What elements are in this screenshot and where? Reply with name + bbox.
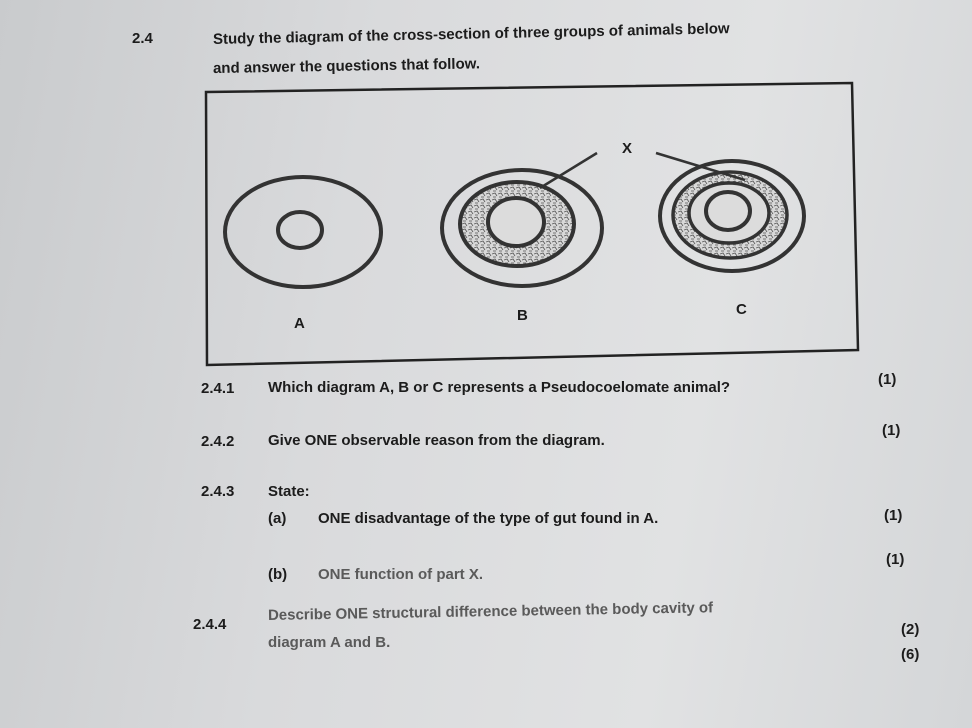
total-marks: (6) [901,646,920,663]
q243a-letter: (a) [268,510,287,527]
q243-number: 2.4.3 [201,483,235,500]
q241-text: Which diagram A, B or C represents a Pseudocoelomate animal? [268,379,731,396]
q241-number: 2.4.1 [201,380,235,397]
q244-text-line2: diagram A and B. [268,634,391,651]
diagram-b [442,170,602,286]
q242-number: 2.4.2 [201,433,235,450]
q242-marks: (1) [882,422,901,439]
q244-number: 2.4.4 [193,616,227,633]
q243b-marks: (1) [886,551,905,568]
q243a-text: ONE disadvantage of the type of gut found in A. [318,510,659,527]
diagram-a [225,177,381,287]
label-a: A [294,315,305,332]
q241-marks: (1) [878,371,897,388]
q243b-text: ONE function of part X. [318,566,483,583]
diagram-c [660,161,804,271]
label-c: C [736,301,747,318]
q243a-marks: (1) [884,507,903,524]
question-intro-line2: and answer the questions that follow. [212,55,481,77]
q244-text-line1: Describe ONE structural difference between the body cavity of [267,599,714,624]
q242-text: Give ONE observable reason from the diagram. [268,432,605,449]
q243-text: State: [268,483,310,500]
pointer-line-x-c [656,153,745,180]
label-x: X [622,140,633,157]
question-intro-line1: Study the diagram of the cross-section of three groups of animals below [212,20,730,48]
q243b-letter: (b) [268,566,288,583]
question-number: 2.4 [132,30,153,47]
label-b: B [517,307,528,324]
q244-marks: (2) [901,621,920,638]
